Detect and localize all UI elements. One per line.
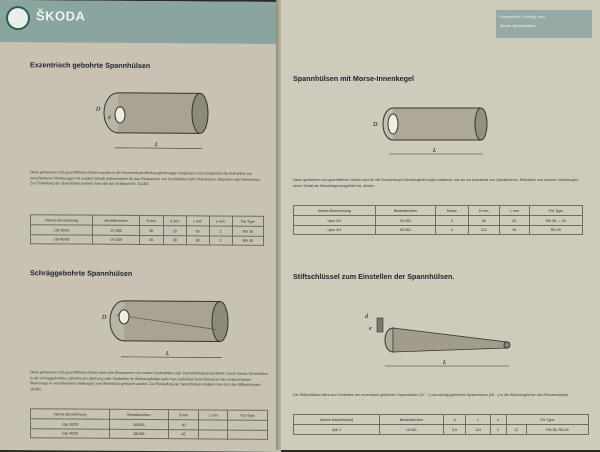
table-cell: RN 40 (232, 236, 264, 246)
col-header: Interne Bezeichnung (294, 206, 376, 216)
col-header: Interne Bezeichnung (31, 215, 93, 226)
inner-diameter-label: d (108, 115, 111, 121)
col-header: Bestellzeichen (379, 415, 443, 425)
morse-table (293, 205, 583, 235)
col-header: Für Type (506, 415, 588, 425)
table-row (294, 225, 583, 234)
table-cell (199, 420, 228, 430)
col-header: L (466, 415, 490, 425)
col-header: Morse (436, 206, 468, 216)
table-cell: 07.005 (93, 226, 139, 236)
left-page (0, 0, 281, 452)
table-cell: 08.005 (110, 429, 169, 439)
table-cell: 2 (209, 236, 232, 246)
table-cell: Upk 1 (294, 425, 380, 434)
table-cell: 113 (466, 425, 490, 434)
col-header: Interne Bezeichnung (31, 409, 110, 420)
table-cell: Upl 40/30 (31, 234, 93, 244)
col-header: Für Type (529, 206, 582, 216)
table-cell: 12 (506, 425, 526, 434)
brand-name: ŠKODA (36, 8, 86, 24)
header-line: Exzentrisch, Schräg- und (500, 14, 545, 19)
length-label: L (433, 148, 437, 154)
header-line: Morse-Spannhülsen (500, 23, 536, 28)
table-cell: Usp 30/20 (31, 419, 110, 429)
table-cell: 20 (499, 216, 529, 225)
eccentric-sleeve-diagram (80, 83, 230, 166)
table-cell: 07.009 (93, 235, 139, 245)
skoda-logo-icon (6, 6, 30, 30)
col-header: d (443, 415, 466, 425)
table-cell: 36 (468, 216, 499, 225)
table-cell: 09.003 (375, 216, 436, 225)
table-cell: 3 (436, 216, 468, 225)
col-header: Für Type (228, 410, 268, 421)
table-cell: 4 (436, 225, 468, 234)
table-cell: 2 (209, 226, 232, 236)
eccentricity-label: e (369, 326, 372, 332)
table-row (31, 234, 264, 245)
morse-sleeve-diagram (359, 96, 509, 168)
key-title: Stiftschlüssel zum Einstellen der Spannhülsen. (293, 272, 455, 281)
col-header: Bestellzeichen (93, 215, 139, 226)
outer-diameter-label: D (373, 122, 378, 128)
key-table (293, 414, 589, 435)
col-header: L mm (199, 410, 228, 421)
table-cell: 45 (499, 225, 529, 234)
table-cell (228, 420, 268, 430)
length-label: L (155, 142, 159, 149)
table-cell: 63 (186, 226, 209, 236)
table-cell (228, 430, 268, 440)
table-cell (199, 430, 228, 440)
table-cell: 2 (490, 425, 506, 434)
eccentric-title: Exzentrisch gebohrte Spannhülsen (30, 60, 151, 71)
morse-text: Diese gehärteten und geschliffenen Hülsen sind für die Revolverkopf-Werkzeugbohrungen bestimmt, wie sie zur Aufnahme von Spiralbohrern, Reibahlen und anderen Werkzeugen, deren Schaft als Morsekegel ausgeführt ist, dienen. (293, 178, 580, 188)
col-header: d mm (163, 216, 186, 227)
table-cell: 10.001 (379, 425, 443, 434)
col-header: Bestellzeichen (110, 409, 169, 420)
key-text: Der Stiftschlüssel dient zum Einstellen der exzentrisch gebohrten Spannhülsen (07 ...) und schräg gebohrten Spannhülsen (08 ...) in die Werkzeuglöcher des Revolverkopfes. (293, 393, 570, 397)
col-header: Interne Bezeichnung (294, 415, 380, 425)
length-label: L (166, 351, 170, 358)
oblique-text: Diese gehärteten und geschliffenen Hülsen sind zum Einspannen von runden Drehstählen oder Drehstahlhaltern bestimmt. Durch dieses Verschieben in der schräggebohrten zylindrischen Bohrung oder Verdrehen im Werkzeughalter kann man außerdem beim Einsetzen der einspanntesten Werkzeuge in verschiedenen Stellungen zum Werkstück gebracht werden. Zur Einstellung der Spannhülsen bedient man sich des Stiftschlüssels 10.001. (30, 370, 269, 392)
oblique-title: Schräggebohrte Spannhülsen (30, 268, 133, 278)
oblique-sleeve-diagram (86, 291, 246, 370)
pin-diameter-label: d (365, 314, 368, 320)
oblique-table (30, 408, 268, 440)
table-cell: 20 (163, 226, 186, 236)
table-cell: Upm 4/4 (294, 225, 376, 234)
outer-diameter-label: D (102, 314, 107, 321)
table-cell: 38 (163, 235, 186, 245)
right-header-box (496, 10, 592, 38)
table-cell: RN 36, RN 40 (526, 425, 588, 434)
table-cell: 30 (139, 226, 163, 236)
table-cell: Upl 30/20 (31, 225, 93, 235)
col-header: e mm (209, 216, 232, 227)
table-cell: RN 36 — 40 (529, 216, 582, 225)
col-header: L mm (186, 216, 209, 227)
col-header: e (490, 415, 506, 425)
length-label: L (443, 360, 447, 366)
table-cell: RN 40 (529, 225, 582, 234)
table-cell: 30 (168, 420, 198, 430)
table-cell: 90 (186, 236, 209, 246)
table-cell: 45 (139, 235, 163, 245)
brand-band (0, 0, 281, 44)
table-cell: 113 (468, 225, 499, 234)
eccentric-table (30, 214, 264, 246)
table-row (294, 216, 583, 225)
table-cell: RN 36 (232, 226, 264, 236)
col-header: Bestellzeichen (375, 206, 436, 216)
table-cell: 45 (168, 429, 198, 439)
pin-key-diagram (357, 308, 537, 378)
outer-diameter-label: D (96, 106, 101, 113)
col-header: D mm (468, 206, 499, 216)
right-page (281, 0, 600, 450)
table-cell: Usp 40/30 (31, 428, 110, 438)
table-cell: 09.063 (375, 225, 436, 234)
eccentric-text: Diese gehärteten und geschliffenen Hülsen werden in die Revolverkopf-Werkzeugbohrungen eingesetzt und ermöglichen die Aufnahme von verschiedenen Werkzeugen mit rundem Schaft, insbesondere für das Einspannen von Drehstählen beim Plandrehen, Abgreifen oder Einstechen. Zur Einstellung der Spannhülse bedient man sich der Schlüssel Nr. 10.001. (30, 170, 261, 187)
col-header: D mm (168, 410, 198, 421)
table-row (31, 428, 268, 439)
table-cell: 08.003 (110, 420, 169, 430)
table-cell: 5,5 (443, 425, 466, 434)
col-header: L mm (499, 206, 529, 216)
table-row (294, 425, 589, 434)
table-cell: Upm 3/0 (294, 216, 376, 225)
col-header: Für Type (232, 216, 264, 227)
morse-title: Spannhülsen mit Morse-Innenkegel (293, 74, 415, 83)
col-header: D mm (139, 215, 163, 226)
